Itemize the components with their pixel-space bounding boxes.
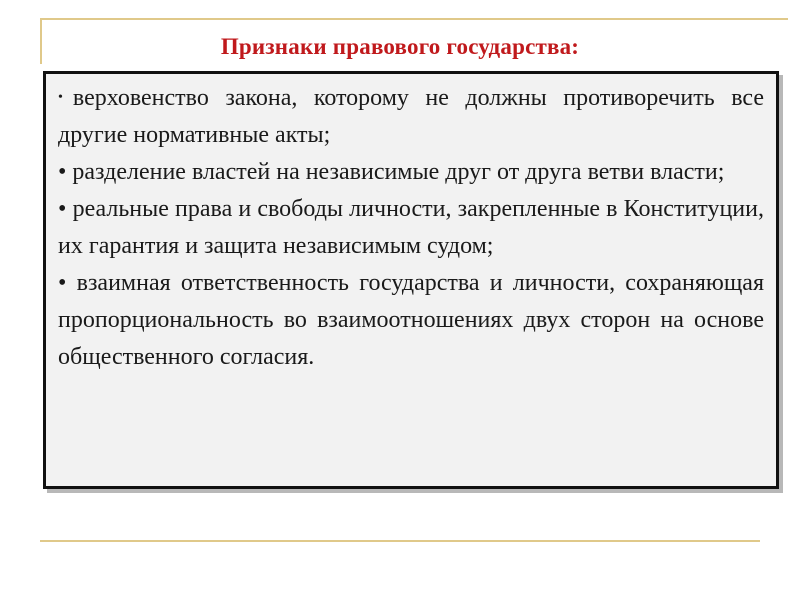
list-item <box>58 191 764 265</box>
list-item-text: верховенство закона, которому не должны противоречить все другие нормативные акты; <box>58 85 764 148</box>
list-item <box>58 79 764 154</box>
list-item-text: реальные права и свободы личности, закрепленные в Конституции, их гарантия и защита независимым судом; <box>58 196 764 259</box>
top-decorative-rule <box>40 18 788 20</box>
bullet-marker: • <box>58 196 67 222</box>
bullet-marker: • <box>58 270 67 296</box>
list-item <box>58 265 764 376</box>
list-item <box>58 154 764 191</box>
content-box <box>43 71 779 489</box>
slide-title: Признаки правового государства: <box>220 34 580 59</box>
bottom-decorative-rule <box>40 540 760 542</box>
bullet-marker: • <box>58 159 67 185</box>
list-item-text: взаимная ответственность государства и личности, сохраняющая пропорциональность во взаимоотношениях двух сторон на основе общественного согласия. <box>58 270 764 370</box>
bullet-marker: • <box>58 90 63 105</box>
list-item-text: разделение властей на независимые друг от друга ветви власти; <box>72 159 725 185</box>
